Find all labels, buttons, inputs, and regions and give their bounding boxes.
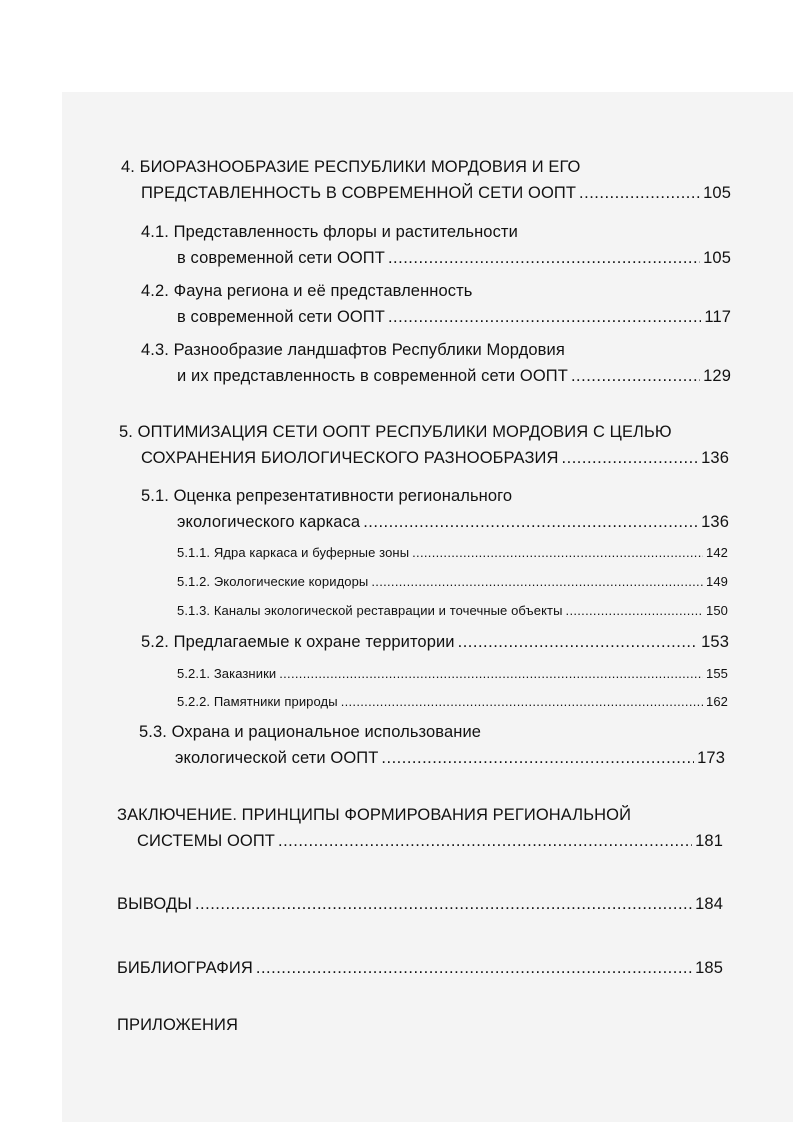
toc-conclusion-page: 181 <box>695 832 723 850</box>
toc-chapter-4-page: 105 <box>703 184 731 202</box>
dot-leader <box>278 831 692 851</box>
toc-section-5-1-title-line2: экологического каркаса <box>177 513 361 531</box>
toc-section-4-1-title-line2: в современной сети ООПТ <box>177 249 385 267</box>
toc-section-4-2-entry[interactable] <box>177 307 731 327</box>
dot-leader <box>256 958 692 978</box>
dot-leader <box>381 748 694 768</box>
toc-section-4-1-entry[interactable] <box>177 248 731 268</box>
dot-leader <box>579 183 700 203</box>
toc-subsection-5-1-2-entry[interactable] <box>177 574 728 590</box>
toc-chapter-4-title-line1: 4. БИОРАЗНООБРАЗИЕ РЕСПУБЛИКИ МОРДОВИЯ И ЕГО <box>121 158 581 176</box>
toc-subsection-5-2-2-title: 5.2.2. Памятники природы <box>177 694 338 709</box>
dot-leader <box>371 574 703 590</box>
toc-conclusion-title-line1: ЗАКЛЮЧЕНИЕ. ПРИНЦИПЫ ФОРМИРОВАНИЯ РЕГИОНАЛЬНОЙ <box>117 806 632 824</box>
toc-section-4-2-title-line1: 4.2. Фауна региона и её представленность <box>141 282 473 300</box>
toc-section-4-2-title-line2: в современной сети ООПТ <box>177 308 385 326</box>
toc-subsection-5-2-2-page: 162 <box>706 694 728 709</box>
toc-chapter-5-title-line2: СОХРАНЕНИЯ БИОЛОГИЧЕСКОГО РАЗНООБРАЗИЯ <box>141 449 559 467</box>
dot-leader <box>562 448 699 468</box>
dot-leader <box>279 666 703 682</box>
toc-chapter-5-entry[interactable] <box>141 448 729 468</box>
toc-section-5-2-entry[interactable] <box>141 632 729 652</box>
toc-conclusion-entry[interactable] <box>137 831 723 851</box>
toc-section-4-3-entry[interactable] <box>177 366 731 386</box>
toc-section-5-2-title: 5.2. Предлагаемые к охране территории <box>141 633 455 651</box>
toc-subsection-5-1-1-page: 142 <box>706 545 728 560</box>
toc-findings-page: 184 <box>695 895 723 913</box>
toc-subsection-5-1-3-entry[interactable] <box>177 603 728 619</box>
toc-section-5-1-entry[interactable] <box>177 512 729 532</box>
dot-leader <box>388 307 701 327</box>
toc-subsection-5-2-1-entry[interactable] <box>177 666 728 682</box>
dot-leader <box>363 512 698 532</box>
dot-leader <box>341 694 703 710</box>
toc-section-5-1-page: 136 <box>701 513 729 531</box>
toc-subsection-5-1-1-entry[interactable] <box>177 545 728 561</box>
dot-leader <box>195 894 692 914</box>
toc-subsection-5-1-3-page: 150 <box>706 603 728 618</box>
toc-subsection-5-1-1-title: 5.1.1. Ядра каркаса и буферные зоны <box>177 545 410 560</box>
dot-leader <box>571 366 700 386</box>
toc-section-5-3-page: 173 <box>697 749 725 767</box>
toc-subsection-5-1-3-title: 5.1.3. Каналы экологической реставрации и точечные объекты <box>177 603 563 618</box>
toc-bibliography-title: БИБЛИОГРАФИЯ <box>117 959 253 977</box>
toc-findings-title: ВЫВОДЫ <box>117 895 192 913</box>
toc-appendices-title[interactable]: ПРИЛОЖЕНИЯ <box>117 1016 238 1034</box>
toc-section-4-3-title-line1: 4.3. Разнообразие ландшафтов Республики Мордовия <box>141 341 565 359</box>
toc-section-5-3-title-line1: 5.3. Охрана и рациональное использование <box>139 723 482 741</box>
toc-findings-entry[interactable] <box>117 894 723 914</box>
toc-subsection-5-2-2-entry[interactable] <box>177 694 728 710</box>
toc-conclusion-title-line2: СИСТЕМЫ ООПТ <box>137 832 275 850</box>
dot-leader <box>388 248 700 268</box>
toc-section-5-1-title-line1: 5.1. Оценка репрезентативности регионального <box>141 487 513 505</box>
toc-section-4-3-title-line2: и их представленность в современной сети ООПТ <box>177 367 568 385</box>
toc-chapter-5-page: 136 <box>701 449 729 467</box>
toc-subsection-5-2-1-title: 5.2.1. Заказники <box>177 666 277 681</box>
toc-section-4-2-page: 117 <box>704 308 731 326</box>
toc-bibliography-entry[interactable] <box>117 958 723 978</box>
dot-leader <box>458 632 699 652</box>
toc-section-4-1-title-line1: 4.1. Представленность флоры и растительности <box>141 223 518 241</box>
dot-leader <box>412 545 703 561</box>
toc-chapter-4-title-line2: ПРЕДСТАВЛЕННОСТЬ В СОВРЕМЕННОЙ СЕТИ ООПТ <box>141 184 577 202</box>
toc-section-5-3-title-line2: экологической сети ООПТ <box>175 749 379 767</box>
toc-section-5-3-entry[interactable] <box>175 748 725 768</box>
toc-bibliography-page: 185 <box>695 959 723 977</box>
toc-subsection-5-1-2-title: 5.1.2. Экологические коридоры <box>177 574 369 589</box>
toc-section-4-3-page: 129 <box>703 367 731 385</box>
toc-chapter-4-entry[interactable] <box>141 183 731 203</box>
toc-subsection-5-2-1-page: 155 <box>706 666 728 681</box>
dot-leader <box>566 603 703 619</box>
toc-section-5-2-page: 153 <box>701 633 729 651</box>
toc-chapter-5-title-line1: 5. ОПТИМИЗАЦИЯ СЕТИ ООПТ РЕСПУБЛИКИ МОРДОВИЯ С ЦЕЛЬЮ <box>119 423 672 441</box>
toc-section-4-1-page: 105 <box>703 249 731 267</box>
toc-subsection-5-1-2-page: 149 <box>706 574 728 589</box>
